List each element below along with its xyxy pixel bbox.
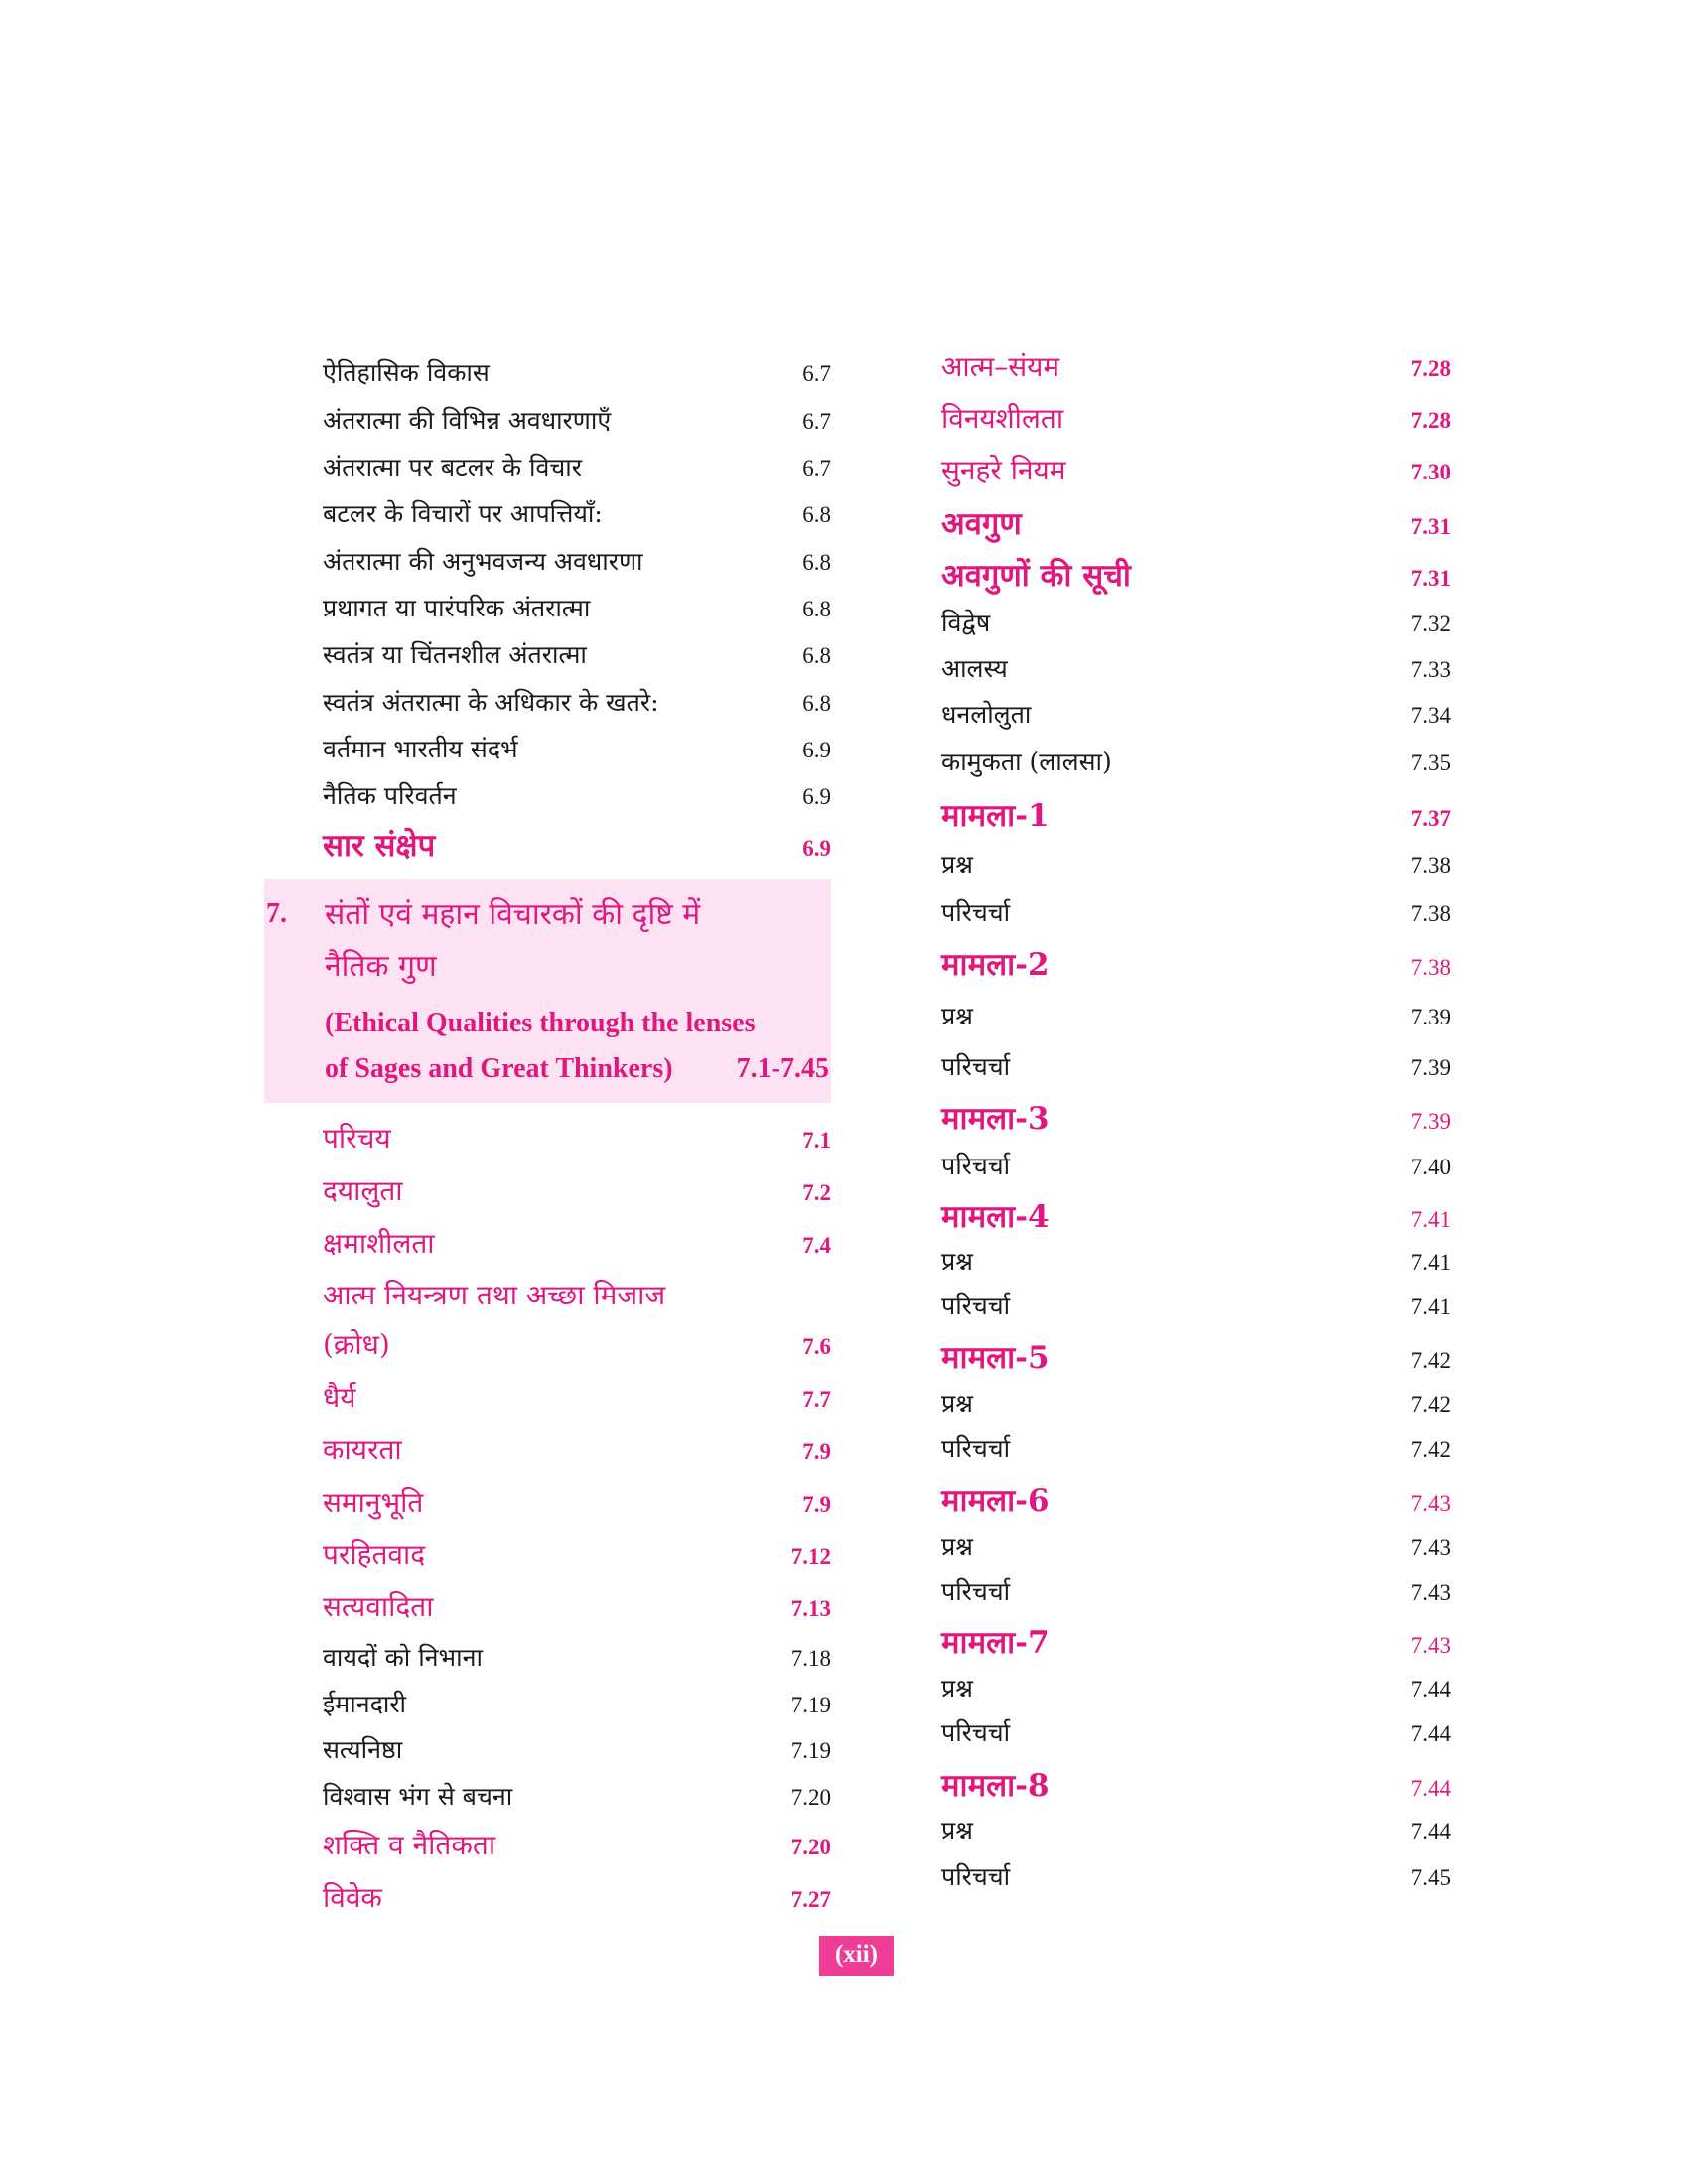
toc-entry-title: प्रश्न xyxy=(941,1816,973,1844)
toc-entry-title: आत्म–संयम xyxy=(941,350,1060,383)
toc-entry-page: 7.30 xyxy=(1410,460,1451,484)
toc-entry-title: प्रश्न xyxy=(941,1674,973,1703)
chapter-title-english-line2 xyxy=(325,1053,829,1085)
toc-entry[interactable] xyxy=(941,1764,1451,1806)
toc-entry[interactable] xyxy=(323,1325,831,1363)
toc-entry-title: ऐतिहासिक विकास xyxy=(323,358,490,387)
toc-entry[interactable] xyxy=(941,1244,1451,1278)
toc-entry-page: 6.7 xyxy=(802,409,831,434)
toc-entry[interactable] xyxy=(323,1483,831,1521)
toc-entry-page: 6.9 xyxy=(802,784,831,809)
toc-entry[interactable] xyxy=(941,895,1451,929)
toc-entry-title: प्रश्न xyxy=(941,1002,973,1030)
toc-entry-page: 7.38 xyxy=(1410,901,1451,926)
toc-entry-page: 7.45 xyxy=(1410,1865,1451,1890)
toc-entry-page: 7.42 xyxy=(1410,1437,1451,1462)
toc-entry-page: 7.44 xyxy=(1410,1677,1451,1702)
toc-entry[interactable] xyxy=(323,1171,831,1209)
toc-entry-page: 7.34 xyxy=(1410,703,1451,728)
toc-entry-page: 7.19 xyxy=(790,1738,831,1763)
toc-entry-title: शक्ति व नैतिकता xyxy=(323,1829,496,1861)
chapter-title-hindi-line2: नैतिक गुण xyxy=(325,949,437,984)
toc-entry-page: 7.44 xyxy=(1410,1819,1451,1843)
chapter-page-range: 7.1-7.45 xyxy=(736,1053,829,1084)
toc-entry[interactable] xyxy=(941,1529,1451,1563)
toc-entry-page: 7.40 xyxy=(1410,1155,1451,1179)
toc-entry-title: मामला-7 xyxy=(941,1625,1050,1661)
toc-entry[interactable] xyxy=(941,606,1451,639)
toc-entry-page: 7.43 xyxy=(1410,1633,1451,1658)
toc-entry[interactable] xyxy=(941,745,1451,778)
toc-entry[interactable] xyxy=(941,1097,1451,1139)
toc-entry[interactable] xyxy=(941,1574,1451,1608)
toc-entry-page: 7.2 xyxy=(802,1180,831,1205)
toc-entry-title: समानुभूति xyxy=(323,1486,424,1519)
toc-entry-page: 7.38 xyxy=(1410,955,1451,980)
toc-entry-title: प्रथागत या पारंपरिक अंतरात्मा xyxy=(323,594,591,622)
toc-entry[interactable] xyxy=(941,554,1451,596)
toc-entry[interactable] xyxy=(941,1289,1451,1322)
toc-entry-title: प्रश्न xyxy=(941,1389,973,1418)
toc-entry-page: 7.28 xyxy=(1410,356,1451,381)
toc-entry[interactable] xyxy=(941,794,1451,836)
toc-entry-title: परिचर्चा xyxy=(941,1718,1011,1747)
toc-entry[interactable] xyxy=(941,1813,1451,1846)
toc-entry-page: 7.39 xyxy=(1410,1055,1451,1080)
toc-entry-page: 7.43 xyxy=(1410,1535,1451,1560)
toc-entry-page: 7.32 xyxy=(1410,612,1451,636)
toc-entry-page: 6.8 xyxy=(802,643,831,668)
toc-entry-page: 7.39 xyxy=(1410,1005,1451,1029)
toc-entry-page: 7.20 xyxy=(790,1835,831,1859)
chapter-title-english-line1: (Ethical Qualities through the lenses xyxy=(325,1008,756,1038)
toc-entry[interactable] xyxy=(941,1432,1451,1465)
toc-entry[interactable] xyxy=(323,1779,831,1813)
toc-entry-page: 7.9 xyxy=(802,1492,831,1517)
toc-entry-page: 7.41 xyxy=(1410,1207,1451,1232)
toc-entry-page: 7.1 xyxy=(802,1128,831,1153)
toc-entry-title: सत्यवादिता xyxy=(323,1590,434,1623)
toc-entry-title: विश्वास भंग से बचना xyxy=(323,1782,513,1811)
toc-entry[interactable] xyxy=(941,943,1451,985)
toc-entry-page: 7.7 xyxy=(802,1387,831,1412)
toc-entry[interactable] xyxy=(941,451,1451,488)
toc-entry-title: प्रश्न xyxy=(941,1247,973,1276)
toc-entry[interactable] xyxy=(323,355,831,389)
toc-entry-page: 7.37 xyxy=(1410,806,1451,831)
toc-entry[interactable] xyxy=(323,1378,831,1416)
toc-entry-page: 7.42 xyxy=(1410,1392,1451,1417)
toc-entry-title: धनलोलुता xyxy=(941,700,1032,729)
toc-entry-title: क्षमाशीलता xyxy=(323,1227,435,1260)
toc-entry-page: 7.31 xyxy=(1410,514,1451,539)
toc-entry-title: वर्तमान भारतीय संदर्भ xyxy=(323,735,518,763)
toc-entry-page: 7.44 xyxy=(1410,1721,1451,1746)
toc-entry-title: अंतरात्मा पर बटलर के विचार xyxy=(323,453,582,481)
toc-entry[interactable] xyxy=(941,399,1451,437)
toc-entry-page: 6.7 xyxy=(802,456,831,480)
toc-entry-page: 7.4 xyxy=(802,1233,831,1258)
toc-entry-title: मामला-5 xyxy=(941,1340,1050,1376)
toc-entry[interactable] xyxy=(323,403,831,437)
toc-entry-page: 7.6 xyxy=(802,1334,831,1359)
toc-entry[interactable] xyxy=(323,450,831,483)
toc-entry[interactable] xyxy=(323,1640,831,1674)
toc-entry-title: परिचर्चा xyxy=(941,1052,1011,1081)
toc-entry[interactable] xyxy=(323,778,831,812)
toc-entry[interactable] xyxy=(941,1195,1451,1237)
toc-entry-page: 7.35 xyxy=(1410,751,1451,775)
toc-entry-page: 6.9 xyxy=(802,836,831,861)
toc-entry[interactable] xyxy=(323,1587,831,1625)
toc-entry[interactable] xyxy=(323,1878,831,1916)
toc-entry-title: सुनहरे नियम xyxy=(941,454,1066,486)
toc-entry-title: परिचर्चा xyxy=(941,898,1011,927)
toc-entry[interactable] xyxy=(941,1479,1451,1521)
toc-entry[interactable] xyxy=(941,347,1451,385)
toc-entry[interactable] xyxy=(323,1276,831,1313)
toc-entry-title: बटलर के विचारों पर आपत्तियाँ: xyxy=(323,499,603,528)
toc-entry-page: 7.43 xyxy=(1410,1580,1451,1605)
toc-entry-page: 7.20 xyxy=(790,1785,831,1810)
toc-entry-title: परिचर्चा xyxy=(941,1862,1011,1891)
toc-entry[interactable] xyxy=(941,1386,1451,1420)
toc-entry-title: प्रश्न xyxy=(941,850,973,879)
toc-entry-page: 6.8 xyxy=(802,550,831,575)
toc-entry-title: अंतरात्मा की अनुभवजन्य अवधारणा xyxy=(323,547,643,576)
toc-entry[interactable] xyxy=(323,637,831,671)
toc-entry-title: मामला-3 xyxy=(941,1101,1050,1137)
toc-entry-title: प्रश्न xyxy=(941,1532,973,1561)
toc-entry-title: विद्वेष xyxy=(941,609,991,637)
toc-entry-page: 7.28 xyxy=(1410,408,1451,433)
toc-entry[interactable] xyxy=(941,999,1451,1032)
toc-entry-page: 6.7 xyxy=(802,361,831,386)
toc-entry[interactable] xyxy=(323,732,831,765)
toc-entry[interactable] xyxy=(941,697,1451,731)
chapter-7-heading[interactable] xyxy=(264,879,831,1103)
toc-entry-title: परिचय xyxy=(323,1122,391,1155)
toc-entry[interactable] xyxy=(941,847,1451,881)
toc-entry[interactable] xyxy=(941,502,1451,544)
toc-entry-page: 7.9 xyxy=(802,1439,831,1464)
toc-entry-page: 7.44 xyxy=(1410,1776,1451,1801)
toc-entry[interactable] xyxy=(941,1149,1451,1182)
toc-entry-title: विवेक xyxy=(323,1881,382,1914)
toc-entry[interactable] xyxy=(941,651,1451,685)
toc-entry-page: 6.8 xyxy=(802,597,831,621)
toc-entry-title: कायरता xyxy=(323,1433,402,1466)
toc-entry[interactable] xyxy=(941,1715,1451,1749)
toc-entry-title: मामला-1 xyxy=(941,798,1050,834)
toc-entry-page: 7.12 xyxy=(790,1544,831,1569)
toc-entry-title: दयालुता xyxy=(323,1174,403,1207)
toc-entry[interactable] xyxy=(323,544,831,578)
toc-entry-title: परिचर्चा xyxy=(941,1434,1011,1463)
toc-entry-page: 7.43 xyxy=(1410,1491,1451,1516)
toc-entry-title: ईमानदारी xyxy=(323,1690,407,1718)
toc-entry-title: मामला-4 xyxy=(941,1199,1050,1235)
toc-entry-page: 7.38 xyxy=(1410,853,1451,878)
toc-entry[interactable] xyxy=(941,1336,1451,1378)
toc-entry-title: सार संक्षेप xyxy=(323,828,436,864)
toc-entry-title: अवगुण xyxy=(941,506,1022,542)
toc-entry-title: मामला-8 xyxy=(941,1768,1050,1804)
toc-entry-title: मामला-6 xyxy=(941,1483,1050,1519)
toc-entry-page: 7.31 xyxy=(1410,566,1451,591)
toc-entry-title: आत्म नियन्त्रण तथा अच्छा मिजाज xyxy=(323,1279,666,1311)
toc-entry[interactable] xyxy=(323,591,831,624)
toc-entry-page: 7.42 xyxy=(1410,1348,1451,1373)
toc-entry-title: विनयशीलता xyxy=(941,402,1064,435)
toc-entry-page: 7.39 xyxy=(1410,1109,1451,1134)
toc-entry[interactable] xyxy=(323,1687,831,1720)
toc-entry-title: वायदों को निभाना xyxy=(323,1643,483,1672)
toc-entry-title: परिचर्चा xyxy=(941,1577,1011,1606)
toc-entry-title: आलस्य xyxy=(941,654,1008,683)
chapter-title-english-text: of Sages and Great Thinkers) xyxy=(325,1053,673,1084)
toc-entry-title: परिचर्चा xyxy=(941,1152,1011,1180)
toc-entry-title: कामुकता (लालसा) xyxy=(941,748,1112,776)
toc-entry[interactable] xyxy=(323,685,831,719)
toc-entry[interactable] xyxy=(323,1431,831,1468)
toc-entry-title: (क्रोध) xyxy=(323,1328,390,1361)
toc-entry-page: 7.41 xyxy=(1410,1295,1451,1319)
toc-entry-title: नैतिक परिवर्तन xyxy=(323,781,457,810)
toc-entry-title: धैर्य xyxy=(323,1381,356,1414)
chapter-title-hindi-line1: संतों एवं महान विचारकों की दृष्टि में xyxy=(325,897,701,932)
toc-entry-title: सत्यनिष्ठा xyxy=(323,1735,403,1764)
toc-entry-title: स्वतंत्र अंतरात्मा के अधिकार के खतरे: xyxy=(323,688,659,717)
toc-entry-page: 6.8 xyxy=(802,502,831,527)
toc-entry-title: परहितवाद xyxy=(323,1538,426,1570)
toc-entry-page: 7.33 xyxy=(1410,657,1451,682)
page-number-badge: (xii) xyxy=(819,1936,894,1976)
toc-entry[interactable] xyxy=(323,1119,831,1157)
toc-entry[interactable] xyxy=(323,496,831,530)
toc-entry-title: अंतरात्मा की विभिन्न अवधारणाएँ xyxy=(323,406,612,435)
toc-entry[interactable] xyxy=(323,824,831,866)
toc-entry-page: 7.27 xyxy=(790,1887,831,1912)
toc-entry[interactable] xyxy=(941,1671,1451,1705)
toc-entry[interactable] xyxy=(941,1621,1451,1663)
toc-entry[interactable] xyxy=(941,1859,1451,1893)
toc-entry[interactable] xyxy=(323,1535,831,1572)
toc-entry[interactable] xyxy=(323,1826,831,1863)
toc-entry-title: मामला-2 xyxy=(941,947,1050,983)
toc-entry-page: 6.8 xyxy=(802,691,831,716)
toc-entry-page: 6.9 xyxy=(802,738,831,762)
toc-entry[interactable] xyxy=(323,1732,831,1766)
toc-entry-title: अवगुणों की सूची xyxy=(941,558,1131,594)
toc-entry-title: परिचर्चा xyxy=(941,1292,1011,1320)
toc-entry-page: 7.41 xyxy=(1410,1250,1451,1275)
toc-entry-page: 7.13 xyxy=(790,1596,831,1621)
chapter-number: 7. xyxy=(266,898,287,929)
toc-entry-page: 7.19 xyxy=(790,1693,831,1717)
toc-entry[interactable] xyxy=(941,1049,1451,1083)
toc-entry-title: स्वतंत्र या चिंतनशील अंतरात्मा xyxy=(323,640,587,669)
toc-entry-page: 7.18 xyxy=(790,1646,831,1671)
toc-entry[interactable] xyxy=(323,1224,831,1262)
